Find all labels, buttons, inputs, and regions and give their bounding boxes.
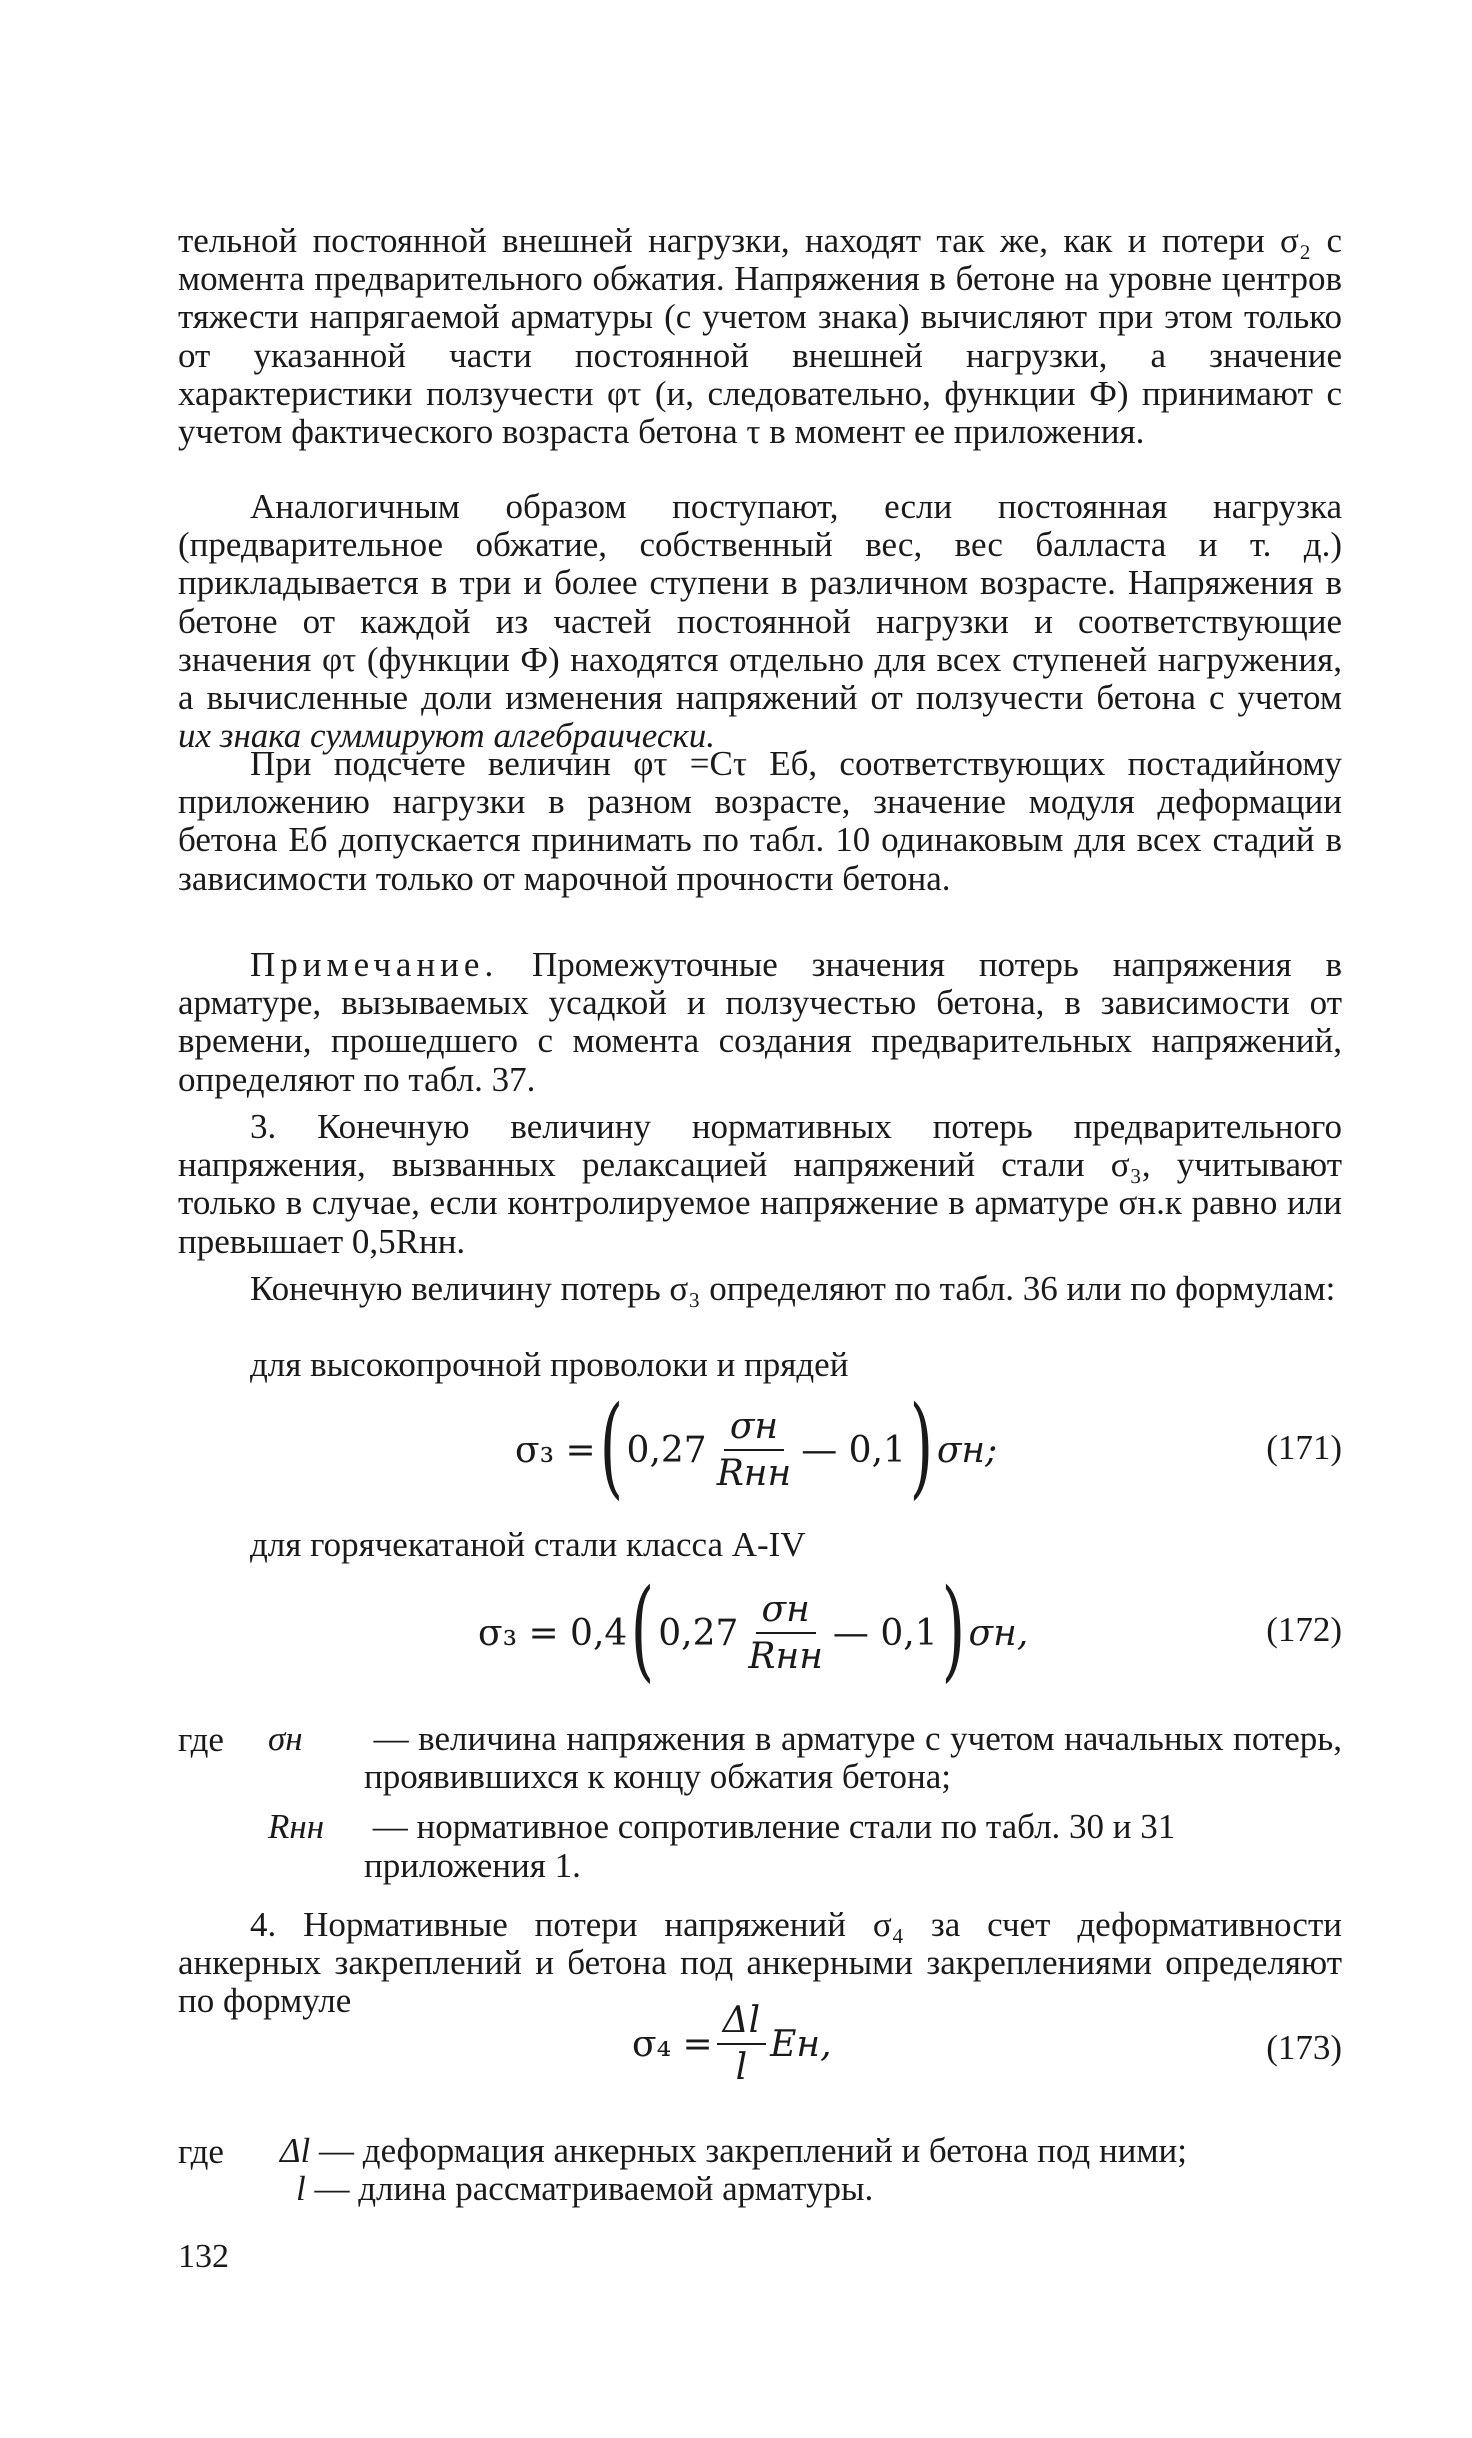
formula-171-denominator: Rнн bbox=[716, 1453, 792, 1494]
formula-173-denominator: l bbox=[735, 2047, 748, 2088]
formula-171-numerator: σн bbox=[724, 1406, 784, 1451]
formula-172-coef: 0,27 bbox=[658, 1612, 739, 1654]
formula-172 bbox=[478, 1565, 1029, 1693]
paragraph-item-3: 3. Конечную величину нормативных потерь предварительного напряжения, вызванных релаксацией напряжений стали σ₃, учитывают только в случае, если контролируемое напряжение в арматуре σн.к равно или превышает 0,5Rнн. bbox=[178, 1107, 1342, 1261]
definition-sigma-n bbox=[268, 1720, 1342, 1796]
equation-number-171: (171) bbox=[1266, 1428, 1342, 1467]
definition-r-n-text: — нормативное сопротивление стали по табл. 30 и 31 приложения 1. bbox=[364, 1807, 1176, 1885]
definition-l bbox=[280, 2170, 1342, 2208]
paragraph-1: тельной постоянной внешней нагрузки, находят так же, как и потери σ₂ с момента предварительного обжатия. Напряжения в бетоне на уровне центров тяжести напрягаемой арматуры (с учетом знака) вычисляют при этом только от указанной части постоянной внешней нагрузки, а значение характеристики ползучести φτ (и, следовательно, функции Ф) принимают с учетом фактического возраста бетона τ в момент ее приложения. bbox=[178, 221, 1342, 452]
definition-r-n-symbol: Rнн bbox=[268, 1807, 325, 1847]
paragraph-3: При подсчете величин φτ =Cτ Eб, соответствующих постадийному приложению нагрузки в разном возрасте, значение модуля деформации бетона Eб допускается принимать по табл. 10 одинаковым для всех стадий в зависимости только от марочной прочности бетона. bbox=[178, 744, 1342, 898]
where-label-1: где bbox=[178, 1720, 224, 1759]
note-label: Примечание. bbox=[250, 945, 499, 984]
paragraph-item-4: 4. Нормативные потери напряжений σ₄ за счет деформативности анкерных закреплений и бетона под анкерными закреплениями определяют по формуле bbox=[178, 1905, 1342, 2021]
formula-173-tail: Eн, bbox=[770, 2023, 832, 2065]
formula-171-fraction bbox=[711, 1406, 798, 1494]
formula-171-close-paren: ) bbox=[909, 1382, 934, 1510]
paragraph-wire-label: для высокопрочной проволоки и прядей bbox=[250, 1345, 849, 1384]
definition-delta-l-symbol: Δl bbox=[280, 2131, 311, 2170]
formula-173-fraction bbox=[717, 2000, 767, 2088]
where-definitions-1 bbox=[268, 1720, 1342, 1885]
definition-sigma-n-symbol: σн bbox=[268, 1719, 303, 1758]
formula-173-lhs: σ₄ = bbox=[632, 2023, 713, 2065]
formula-173-numerator: Δl bbox=[717, 2000, 767, 2045]
equation-number-172: (172) bbox=[1266, 1610, 1342, 1649]
formula-172-numerator: σн bbox=[756, 1589, 816, 1634]
definition-sigma-n-text: — величина напряжения в арматуре с учетом начальных потерь, проявившихся к концу обжатия бетона; bbox=[364, 1719, 1342, 1797]
definition-delta-l-text: — деформация анкерных закреплений и бетона под ними; bbox=[310, 2131, 1188, 2170]
paragraph-2 bbox=[178, 488, 1342, 755]
note-text: Промежуточные значения потерь напряжения в арматуре, вызываемых усадкой и ползучестью бетона, в зависимости от времени, прошедшего с момента создания предварительных напряжений, определяют по табл. 37. bbox=[178, 945, 1342, 1099]
formula-172-minus: — 0,1 bbox=[832, 1612, 938, 1654]
definition-l-text: — длина рассматриваемой арматуры. bbox=[305, 2169, 874, 2209]
paragraph-2-italic: их знака суммируют алгебраически. bbox=[178, 716, 715, 756]
formula-172-denominator: Rнн bbox=[748, 1636, 823, 1677]
formula-172-close-paren: ) bbox=[941, 1565, 965, 1693]
definition-delta-l bbox=[280, 2132, 1342, 2170]
formula-172-tail: σн, bbox=[968, 1612, 1029, 1654]
definition-l-symbol: l bbox=[296, 2169, 306, 2209]
where-label-2: где bbox=[178, 2132, 224, 2171]
formula-171-lhs: σ₃ = bbox=[515, 1429, 596, 1471]
paragraph-formulas-intro: Конечную величину потерь σ₃ определяют по табл. 36 или по формулам: bbox=[250, 1269, 1336, 1308]
page-number: 132 bbox=[178, 2238, 229, 2275]
equation-number-173: (173) bbox=[1266, 2028, 1342, 2067]
formula-172-lhs: σ₃ = 0,4 bbox=[478, 1612, 628, 1654]
note-paragraph bbox=[178, 946, 1342, 1099]
formula-171-tail: σн; bbox=[936, 1429, 998, 1471]
formula-172-open-paren: ( bbox=[630, 1565, 655, 1693]
paragraph-steel-label: для горячекатаной стали класса А-IV bbox=[250, 1525, 806, 1564]
formula-171 bbox=[515, 1382, 998, 1510]
paragraph-2-text: Аналогичным образом поступают, если постоянная нагрузка (предварительное обжатие, собственный вес, вес балласта и т. д.) прикладывается в три и более ступени в различном возрасте. Напряжения в бетоне от каждой из частей постоянной нагрузки и соответствующие значения φτ (функции Ф) находятся отдельно для всех ступеней нагружения, а вычисленные доли изменения напряжений от ползучести бетона с учетом bbox=[178, 487, 1342, 718]
where-definitions-2 bbox=[280, 2132, 1342, 2208]
formula-171-minus: — 0,1 bbox=[801, 1429, 906, 1471]
formula-173 bbox=[632, 2000, 832, 2088]
formula-172-fraction bbox=[742, 1589, 829, 1677]
definition-r-n bbox=[268, 1808, 1342, 1884]
formula-171-open-paren: ( bbox=[599, 1382, 623, 1510]
formula-171-coef: 0,27 bbox=[626, 1429, 707, 1471]
